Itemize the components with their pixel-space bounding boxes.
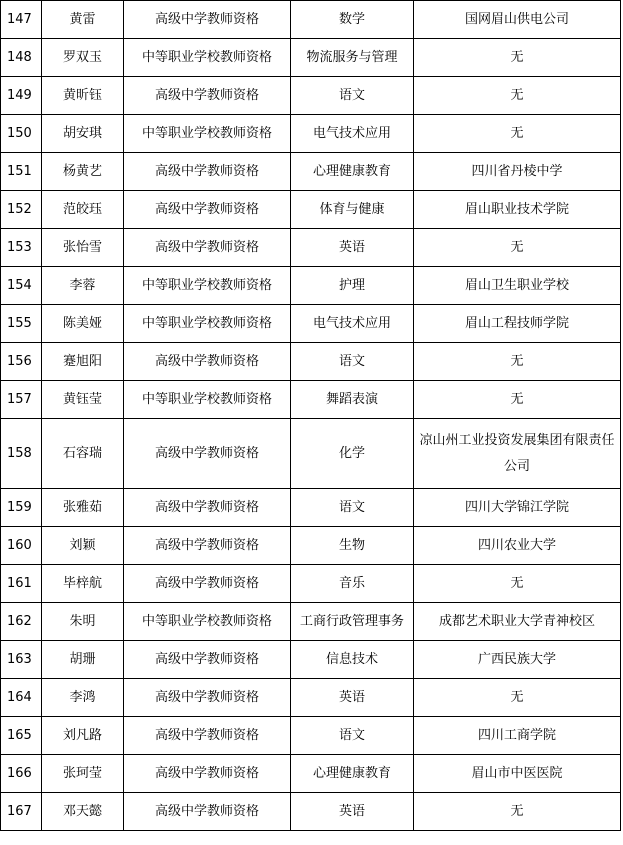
qualification-type: 中等职业学校教师资格 [124,305,291,343]
workplace: 眉山市中医医院 [414,755,621,793]
person-name: 张怡雪 [42,229,124,267]
person-name: 邓天懿 [42,793,124,831]
workplace: 无 [414,565,621,603]
subject: 电气技术应用 [291,305,414,343]
person-name: 蹇旭阳 [42,343,124,381]
table-body [1,1,621,831]
person-name: 朱明 [42,603,124,641]
person-name: 杨黄艺 [42,153,124,191]
qualification-type: 中等职业学校教师资格 [124,603,291,641]
person-name: 黄雷 [42,1,124,39]
workplace: 四川大学锦江学院 [414,489,621,527]
person-name: 胡珊 [42,641,124,679]
qualification-type: 高级中学教师资格 [124,1,291,39]
subject: 数学 [291,1,414,39]
qualification-type: 高级中学教师资格 [124,153,291,191]
table-row [1,565,621,603]
qualification-type: 高级中学教师资格 [124,679,291,717]
row-number: 148 [1,39,42,77]
row-number: 153 [1,229,42,267]
qualification-type: 高级中学教师资格 [124,793,291,831]
subject: 语文 [291,717,414,755]
row-number: 157 [1,381,42,419]
row-number: 163 [1,641,42,679]
subject: 英语 [291,229,414,267]
person-name: 罗双玉 [42,39,124,77]
person-name: 刘颖 [42,527,124,565]
qualification-type: 中等职业学校教师资格 [124,115,291,153]
row-number: 161 [1,565,42,603]
workplace: 无 [414,793,621,831]
workplace: 无 [414,343,621,381]
workplace: 四川省丹棱中学 [414,153,621,191]
workplace: 凉山州工业投资发展集团有限责任公司 [414,419,621,489]
subject: 心理健康教育 [291,755,414,793]
subject: 语文 [291,343,414,381]
table-row [1,641,621,679]
row-number: 167 [1,793,42,831]
row-number: 151 [1,153,42,191]
workplace: 广西民族大学 [414,641,621,679]
table-row [1,381,621,419]
subject: 信息技术 [291,641,414,679]
subject: 护理 [291,267,414,305]
row-number: 156 [1,343,42,381]
table-row [1,229,621,267]
subject: 舞蹈表演 [291,381,414,419]
subject: 英语 [291,679,414,717]
table-row [1,305,621,343]
row-number: 166 [1,755,42,793]
row-number: 155 [1,305,42,343]
subject: 心理健康教育 [291,153,414,191]
workplace: 无 [414,77,621,115]
row-number: 164 [1,679,42,717]
table-row [1,527,621,565]
person-name: 李蓉 [42,267,124,305]
subject: 电气技术应用 [291,115,414,153]
row-number: 152 [1,191,42,229]
table-row [1,39,621,77]
qualification-type: 高级中学教师资格 [124,419,291,489]
subject: 英语 [291,793,414,831]
qualification-type: 高级中学教师资格 [124,527,291,565]
qualification-type: 高级中学教师资格 [124,77,291,115]
subject: 化学 [291,419,414,489]
table-row [1,793,621,831]
person-name: 李鸿 [42,679,124,717]
table-row [1,77,621,115]
workplace: 眉山职业技术学院 [414,191,621,229]
row-number: 154 [1,267,42,305]
qualification-type: 高级中学教师资格 [124,229,291,267]
subject: 物流服务与管理 [291,39,414,77]
table-row [1,115,621,153]
row-number: 159 [1,489,42,527]
row-number: 160 [1,527,42,565]
person-name: 陈美娅 [42,305,124,343]
workplace: 无 [414,115,621,153]
row-number: 147 [1,1,42,39]
table-row [1,679,621,717]
table-row [1,755,621,793]
person-name: 黄昕钰 [42,77,124,115]
workplace: 四川工商学院 [414,717,621,755]
qualification-type: 高级中学教师资格 [124,489,291,527]
row-number: 158 [1,419,42,489]
table-row [1,343,621,381]
subject: 音乐 [291,565,414,603]
subject: 生物 [291,527,414,565]
workplace: 四川农业大学 [414,527,621,565]
person-name: 黄钰莹 [42,381,124,419]
row-number: 150 [1,115,42,153]
person-name: 毕梓航 [42,565,124,603]
table-row [1,603,621,641]
qualification-type: 高级中学教师资格 [124,755,291,793]
qualification-type: 高级中学教师资格 [124,641,291,679]
workplace: 眉山卫生职业学校 [414,267,621,305]
workplace: 无 [414,229,621,267]
workplace: 无 [414,381,621,419]
workplace: 成都艺术职业大学青神校区 [414,603,621,641]
table-row [1,717,621,755]
subject: 语文 [291,77,414,115]
workplace: 眉山工程技师学院 [414,305,621,343]
workplace: 无 [414,679,621,717]
row-number: 165 [1,717,42,755]
person-name: 范皎珏 [42,191,124,229]
subject: 语文 [291,489,414,527]
subject: 体育与健康 [291,191,414,229]
person-name: 张珂莹 [42,755,124,793]
table-row [1,267,621,305]
person-name: 刘凡路 [42,717,124,755]
table-row [1,153,621,191]
table-row [1,1,621,39]
table-row [1,191,621,229]
person-name: 张雅茹 [42,489,124,527]
qualification-type: 中等职业学校教师资格 [124,267,291,305]
person-name: 石容瑞 [42,419,124,489]
qualification-type: 高级中学教师资格 [124,343,291,381]
qualification-type: 高级中学教师资格 [124,565,291,603]
table-row [1,489,621,527]
person-name: 胡安琪 [42,115,124,153]
qualification-type: 中等职业学校教师资格 [124,381,291,419]
qualification-type: 高级中学教师资格 [124,191,291,229]
qualification-type: 高级中学教师资格 [124,717,291,755]
row-number: 149 [1,77,42,115]
subject: 工商行政管理事务 [291,603,414,641]
row-number: 162 [1,603,42,641]
workplace: 无 [414,39,621,77]
table-row [1,419,621,489]
workplace: 国网眉山供电公司 [414,1,621,39]
qualification-type: 中等职业学校教师资格 [124,39,291,77]
